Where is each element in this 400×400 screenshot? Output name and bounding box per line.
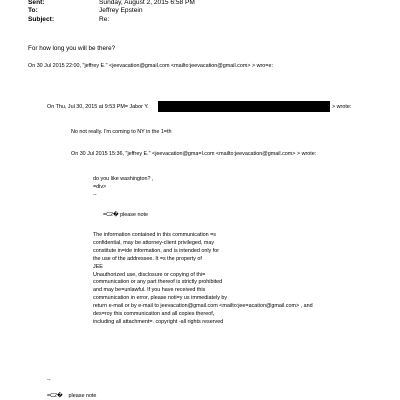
body-line-question: For how long you will be there?	[28, 45, 116, 52]
quote-header-2: On Thu, Jul 30, 2015 at 9:53 PM= Jabor Y.	[47, 104, 149, 110]
reply-line: No not really. I'm coming to NY in the 1=th	[71, 129, 172, 135]
subject-value: Re:	[99, 16, 110, 23]
disclaimer-line: Unauthorized use, disclosure or copying of thi=	[93, 271, 206, 278]
quote-header-2-suffix: > wrote:	[332, 104, 352, 110]
disclaimer-line: constitute in=ide information, and is intended only for	[93, 247, 220, 254]
subject-label: Subject:	[28, 16, 55, 23]
disclaimer-line: communication in error, please noti=y us immediately by	[93, 295, 228, 302]
disclaimer-line: and may be=unlawful. If you have received this	[93, 287, 206, 294]
disclaimer-line: confidential, may be attorney-client privileged, may	[93, 239, 215, 246]
disclaimer-line: communication or any part thereof is strictly prohibited	[93, 279, 223, 286]
question-line: do you like washington? ,	[93, 176, 154, 182]
sent-label: Sent:	[28, 0, 45, 6]
please-note-line: =C2� please note	[103, 212, 148, 218]
tail-dash: --	[47, 377, 51, 383]
disclaimer-line: The information contained in this communication =s	[93, 232, 217, 238]
disclaimer-line: the use of the addressee. It =s the property of	[93, 255, 202, 262]
to-value: Jeffrey Epstein	[99, 7, 143, 14]
disclaimer-line: including all attachment=. copyright -all rights reserved	[93, 318, 224, 325]
to-label: To:	[28, 7, 38, 14]
disclaimer-line: return e-mail or by e-mail to jeevacation@gmail.com <mailto:jee=acation@gmail.com> , and	[93, 303, 313, 310]
disclaimer-line: des=roy this communication and all copies thereof,	[93, 311, 215, 317]
quote-header-3: On 30 Jul 2015 15:36, "jeffrey E." <jeevacation@gma=l.com <mailto:jeevacation@gmail.com> > wrote:	[71, 151, 317, 157]
sent-value: Sunday, August 2, 2015 6:58 PM	[99, 0, 195, 6]
redaction-bar	[158, 101, 330, 112]
disclaimer-line: JEE	[93, 263, 103, 270]
div-fragment: =div>	[93, 184, 107, 190]
signature-dash: --	[93, 192, 97, 198]
tail-please-note: =C2� please note	[47, 393, 97, 399]
quote-header-1: On 30 Jul 2015 22:00, "jeffrey E." <jeevacation@gmail.com <mailto:jeevacation@gmail.com> > wro=e:	[28, 63, 273, 69]
